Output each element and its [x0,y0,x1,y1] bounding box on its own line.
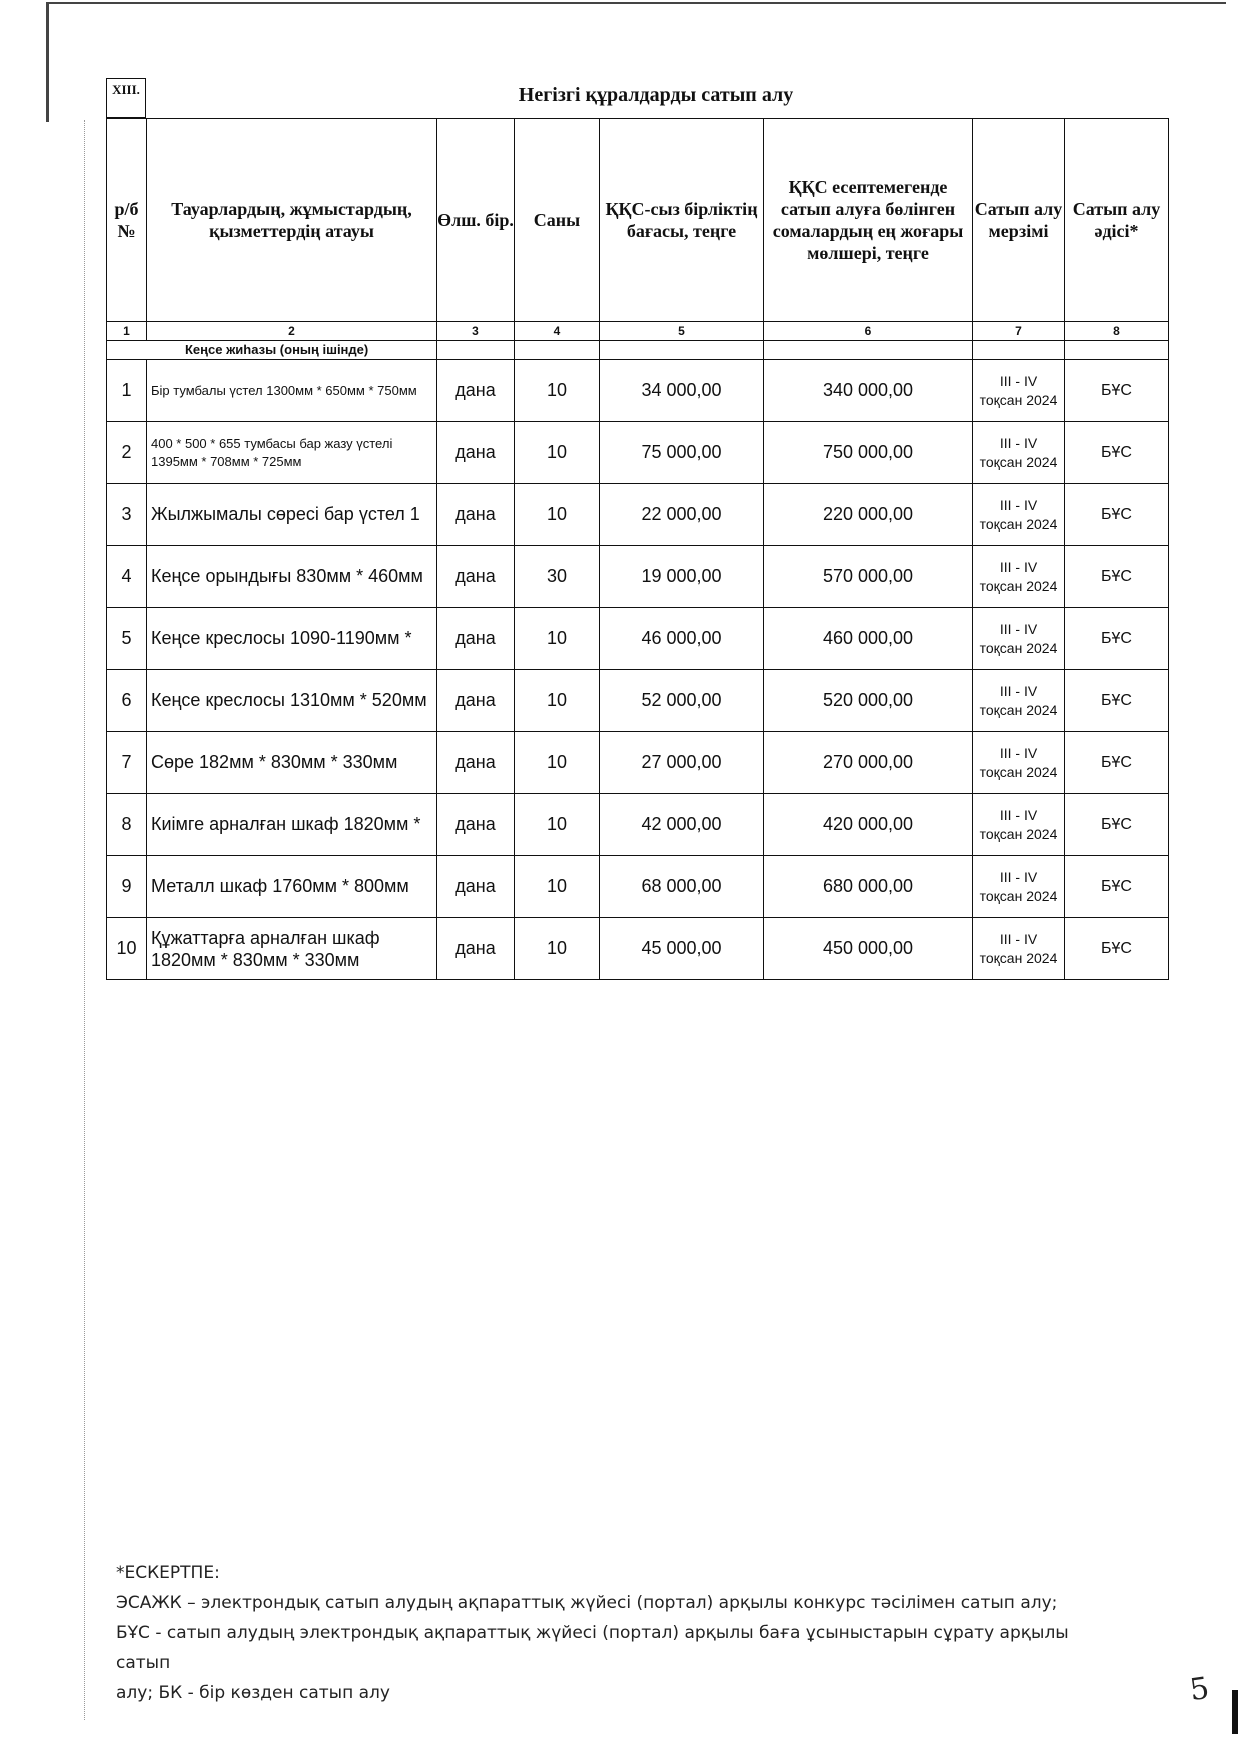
header-cell: Саны [515,119,600,322]
unit-cell: дана [437,360,515,422]
unit-cell: дана [437,546,515,608]
unit-price-cell: 52 000,00 [600,670,764,732]
row-number: 8 [107,794,147,856]
procurement-method-cell: БҰС [1065,608,1169,670]
procurement-term-cell: III - IV тоқсан 2024 [973,546,1065,608]
table-row [107,360,1169,422]
procurement-term-cell: III - IV тоқсан 2024 [973,422,1065,484]
total-amount-cell: 270 000,00 [764,732,973,794]
table-row [107,794,1169,856]
quantity-cell: 10 [515,794,600,856]
item-name: Құжаттарға арналған шкаф 1820мм * 830мм * 330мм [147,918,437,980]
page-title: Негізгі құралдарды сатып алу [518,84,794,106]
footnote-line: ЭСАЖК – электрондық сатып алудың ақпараттық жүйесі (портал) арқылы конкурс тәсілімен сатып алу; [116,1593,1058,1613]
total-amount-cell: 220 000,00 [764,484,973,546]
row-number: 9 [107,856,147,918]
column-number: 8 [1065,322,1169,341]
scan-edge [1232,1690,1238,1734]
unit-price-cell: 46 000,00 [600,608,764,670]
procurement-method-cell: БҰС [1065,856,1169,918]
item-name: Киімге арналған шкаф 1820мм * [147,794,437,856]
quantity-cell: 10 [515,360,600,422]
row-number: 1 [107,360,147,422]
procurement-method-cell: БҰС [1065,360,1169,422]
scan-edge [46,2,49,122]
row-number: 4 [107,546,147,608]
procurement-term-cell: III - IV тоқсан 2024 [973,670,1065,732]
footnote-line: БҰС - сатып алудың электрондық ақпараттық жүйесі (портал) арқылы баға ұсыныстарын сұрату арқылы сатып [116,1623,1069,1673]
unit-cell: дана [437,608,515,670]
quantity-cell: 10 [515,918,600,980]
quantity-cell: 10 [515,670,600,732]
table-row [107,732,1169,794]
procurement-method-cell: БҰС [1065,422,1169,484]
procurement-term-cell: III - IV тоқсан 2024 [973,794,1065,856]
total-amount-cell: 450 000,00 [764,918,973,980]
footnote [116,1558,1116,1708]
column-number-row [107,322,1169,341]
total-amount-cell: 340 000,00 [764,360,973,422]
item-name: Металл шкаф 1760мм * 800мм [147,856,437,918]
column-number: 4 [515,322,600,341]
unit-cell: дана [437,670,515,732]
quantity-cell: 10 [515,484,600,546]
procurement-method-cell: БҰС [1065,794,1169,856]
unit-price-cell: 75 000,00 [600,422,764,484]
group-label: Кеңсе жиһазы (оның ішінде) [107,341,437,360]
column-number: 2 [147,322,437,341]
item-name: Сөре 182мм * 830мм * 330мм [147,732,437,794]
total-amount-cell: 420 000,00 [764,794,973,856]
procurement-method-cell: БҰС [1065,918,1169,980]
row-number: 2 [107,422,147,484]
footnote-line: алу; БК - бір көзден сатып алу [116,1683,390,1703]
total-amount-cell: 680 000,00 [764,856,973,918]
scan-margin-line [84,120,86,1720]
procurement-table [106,118,1169,980]
quantity-cell: 10 [515,608,600,670]
unit-cell: дана [437,856,515,918]
row-number: 7 [107,732,147,794]
item-name: Кеңсе орындығы 830мм * 460мм [147,546,437,608]
column-number: 3 [437,322,515,341]
total-amount-cell: 570 000,00 [764,546,973,608]
unit-price-cell: 34 000,00 [600,360,764,422]
procurement-method-cell: БҰС [1065,546,1169,608]
procurement-term-cell: III - IV тоқсан 2024 [973,360,1065,422]
group-row [107,341,1169,360]
handwritten-page-mark: 5 [1187,1670,1212,1709]
table-row [107,546,1169,608]
scan-edge [46,2,1226,4]
item-name: Кеңсе креслосы 1090-1190мм * [147,608,437,670]
table-row [107,856,1169,918]
column-number: 5 [600,322,764,341]
unit-price-cell: 19 000,00 [600,546,764,608]
column-number: 6 [764,322,973,341]
total-amount-cell: 520 000,00 [764,670,973,732]
table-row [107,608,1169,670]
header-row [107,119,1169,322]
unit-cell: дана [437,794,515,856]
row-number: 10 [107,918,147,980]
header-cell: Өлш. бір. [437,119,515,322]
row-number: 3 [107,484,147,546]
procurement-method-cell: БҰС [1065,484,1169,546]
table-row [107,670,1169,732]
unit-cell: дана [437,484,515,546]
procurement-method-cell: БҰС [1065,670,1169,732]
column-number: 7 [973,322,1065,341]
procurement-term-cell: III - IV тоқсан 2024 [973,608,1065,670]
item-name: Жылжымалы сөресі бар үстел 1 [147,484,437,546]
total-amount-cell: 750 000,00 [764,422,973,484]
unit-price-cell: 42 000,00 [600,794,764,856]
quantity-cell: 10 [515,732,600,794]
item-name: Кеңсе креслосы 1310мм * 520мм [147,670,437,732]
table-row [107,918,1169,980]
row-number: 5 [107,608,147,670]
header-cell: Тауарлардың, жұмыстардың, қызметтердің атауы [147,119,437,322]
quantity-cell: 30 [515,546,600,608]
unit-price-cell: 22 000,00 [600,484,764,546]
unit-cell: дана [437,732,515,794]
procurement-term-cell: III - IV тоқсан 2024 [973,732,1065,794]
unit-cell: дана [437,422,515,484]
procurement-term-cell: III - IV тоқсан 2024 [973,918,1065,980]
unit-price-cell: 68 000,00 [600,856,764,918]
quantity-cell: 10 [515,856,600,918]
header-cell: ҚҚС-сыз бірліктің бағасы, теңге [600,119,764,322]
quantity-cell: 10 [515,422,600,484]
header-cell: Сатып алу мерзімі [973,119,1065,322]
item-name: 400 * 500 * 655 тумбасы бар жазу үстелі 1395мм * 708мм * 725мм [147,422,437,484]
header-cell: Сатып алу әдісі* [1065,119,1169,322]
total-amount-cell: 460 000,00 [764,608,973,670]
header-cell: ҚҚС есептемегенде сатып алуға бөлінген сомалардың ең жоғары мөлшері, теңге [764,119,973,322]
table-row [107,484,1169,546]
unit-price-cell: 45 000,00 [600,918,764,980]
table-row [107,422,1169,484]
section-number: XIII. [106,78,146,118]
unit-cell: дана [437,918,515,980]
procurement-method-cell: БҰС [1065,732,1169,794]
item-name: Бір тумбалы үстел 1300мм * 650мм * 750мм [147,360,437,422]
unit-price-cell: 27 000,00 [600,732,764,794]
column-number: 1 [107,322,147,341]
procurement-term-cell: III - IV тоқсан 2024 [973,856,1065,918]
row-number: 6 [107,670,147,732]
header-cell: р/б № [107,119,147,322]
procurement-term-cell: III - IV тоқсан 2024 [973,484,1065,546]
footnote-heading: *ЕСКЕРТПЕ: [116,1563,220,1583]
